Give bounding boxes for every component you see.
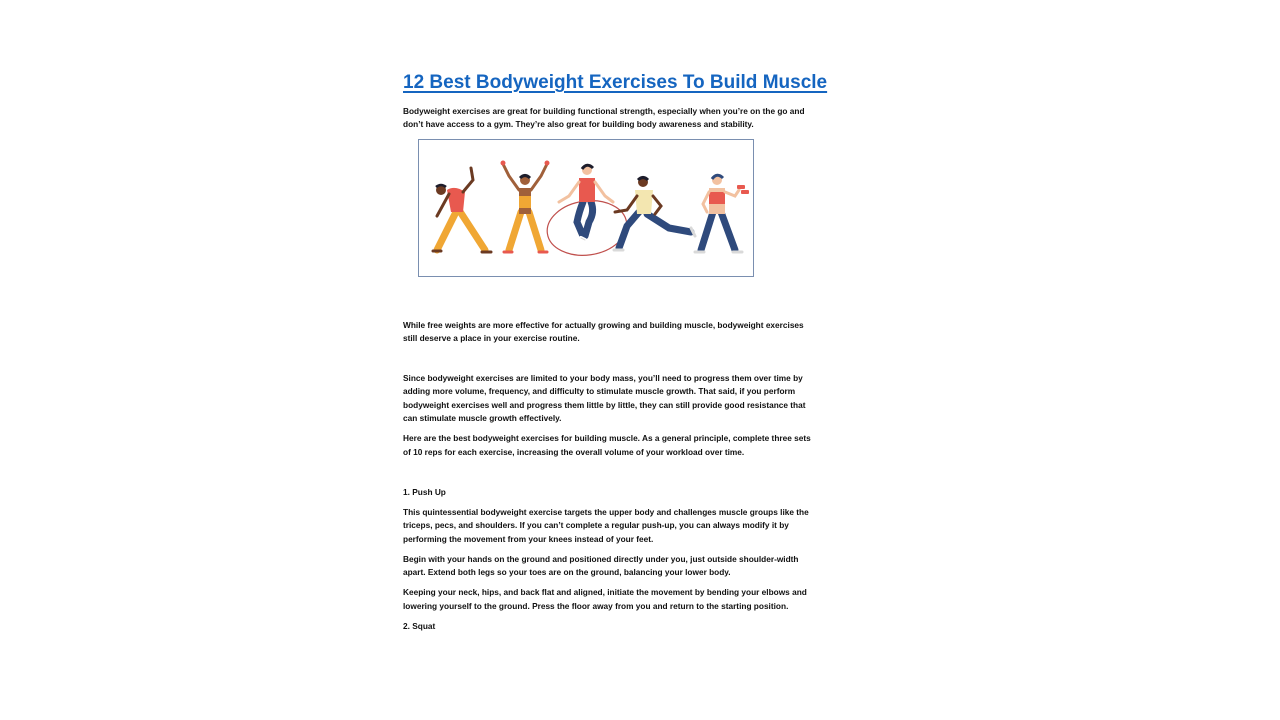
exercise-illustration xyxy=(418,139,754,277)
push-up-description: This quintessential bodyweight exercise targets the upper body and challenges muscle groups like the triceps, pecs, and shoulders. If you can’t complete a regular push-up, you can always modify it by performing the movement from your knees instead of your feet. xyxy=(403,506,809,544)
figure-lunge xyxy=(614,177,695,250)
figure-dumbbells xyxy=(695,175,749,252)
article xyxy=(403,70,828,633)
free-weights-paragraph: While free weights are more effective for actually growing and building muscle, bodyweight exercises still deserve a place in your exercise routine. xyxy=(403,319,804,343)
article-title[interactable]: 12 Best Bodyweight Exercises To Build Muscle xyxy=(403,72,828,93)
figure-side-stretch xyxy=(433,168,491,252)
section-heading-squat: 2. Squat xyxy=(403,621,436,632)
exercising-people-illustration-icon xyxy=(419,140,753,276)
best-exercises-paragraph: Here are the best bodyweight exercises for building muscle. As a general principle, complete three sets of 10 reps for each exercise, increasing the overall volume of your workload over time. xyxy=(403,433,811,457)
progress-paragraph: Since bodyweight exercises are limited to your body mass, you’ll need to progress them over time by adding more volume, frequency, and difficulty to stimulate muscle growth. That said, if you perform bodyweight exercises well and progress them little by little, they can still provide good resistance that can stimulate muscle growth effectively. xyxy=(403,373,806,424)
section-heading-push-up: 1. Push Up xyxy=(403,486,446,497)
push-up-step-1: Begin with your hands on the ground and positioned directly under you, just outside shoulder-width apart. Extend both legs so your toes are on the ground, balancing your lower body. xyxy=(403,553,799,578)
figure-arms-up xyxy=(501,160,550,252)
push-up-step-2: Keeping your neck, hips, and back flat and aligned, initiate the movement by bending your elbows and lowering yourself to the ground. Press the floor away from you and return to the starting position. xyxy=(403,587,807,611)
intro-paragraph: Bodyweight exercises are great for building functional strength, especially when you’re on the go and don’t have access to a gym. They’re also great for building body awareness and stability. xyxy=(403,106,805,130)
